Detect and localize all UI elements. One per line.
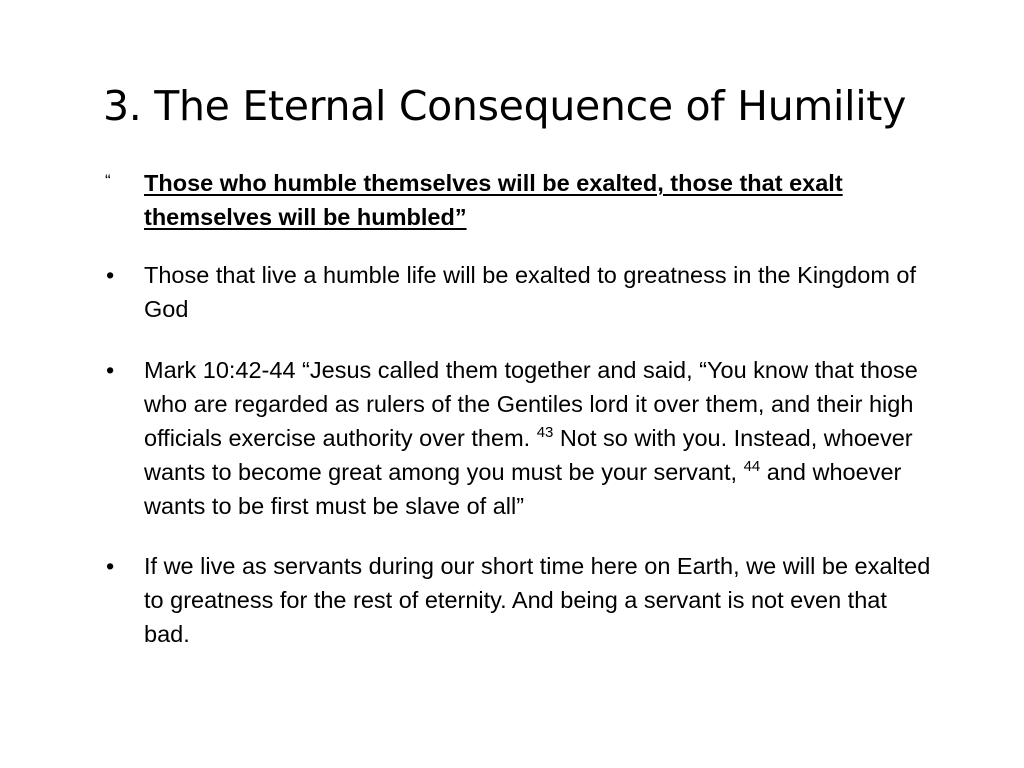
verse-number-43: 43 bbox=[536, 424, 554, 441]
bullet-item-humble-life bbox=[105, 258, 935, 326]
bullet-mark: • bbox=[106, 553, 115, 579]
key-quote-text: Those who humble themselves will be exalted, those that exalt themselves will be humbled” bbox=[144, 170, 843, 230]
bullet-mark: • bbox=[106, 357, 115, 383]
bullet-item-servants bbox=[105, 549, 935, 651]
scripture-text-part-2: Not so with you. Instead, whoever wants to become great among you must be your servant, bbox=[144, 425, 913, 485]
bullet-text: If we live as servants during our short time here on Earth, we will be exalted to greatness for the rest of eternity. And being a servant is not even that bad. bbox=[144, 553, 931, 647]
bullet-mark: • bbox=[106, 262, 115, 288]
key-quote bbox=[105, 166, 935, 234]
bullet-text: Those that live a humble life will be exalted to greatness in the Kingdom of God bbox=[144, 262, 917, 322]
scripture-text-part-1: Mark 10:42-44 “Jesus called them together and said, “You know that those who are regarded as rulers of the Gentiles lord it over them, and their high officials exercise authority over them. bbox=[144, 357, 918, 451]
scripture-text-part-3: and whoever wants to be first must be slave of all” bbox=[144, 459, 902, 519]
verse-number-44: 44 bbox=[743, 458, 761, 475]
slide-body bbox=[105, 166, 935, 673]
slide-title: 3. The Eternal Consequence of Humility bbox=[103, 82, 907, 130]
open-quote-mark: “ bbox=[105, 171, 111, 190]
bullet-item-mark-10 bbox=[105, 353, 935, 523]
